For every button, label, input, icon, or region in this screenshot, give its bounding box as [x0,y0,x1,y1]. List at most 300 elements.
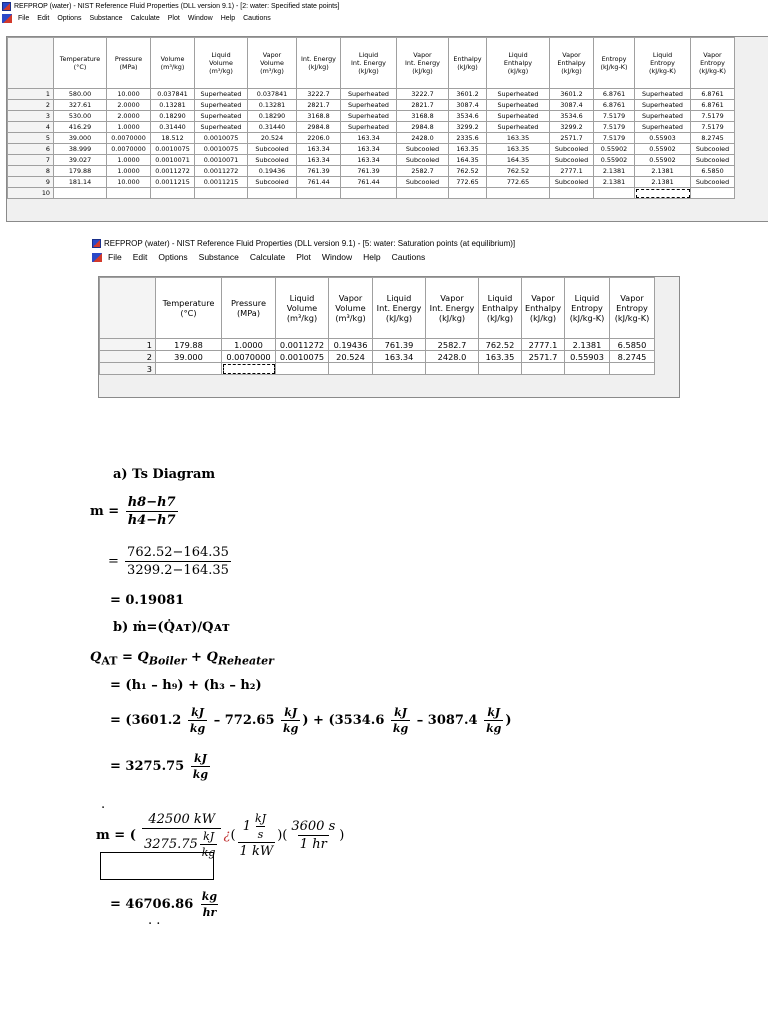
table-cell[interactable]: 2.1381 [594,166,635,177]
table-cell[interactable]: Superheated [195,122,248,133]
table-cell[interactable]: 163.34 [373,351,426,363]
table-cell[interactable]: 0.0070000 [107,133,151,144]
mass-fraction-substitution [108,545,233,578]
refprop-window-specified-points [0,0,768,226]
table-cell[interactable]: 2821.7 [397,100,449,111]
table-cell[interactable]: 3601.2 [449,89,487,100]
table-cell[interactable] [479,363,522,375]
row-number[interactable]: 9 [8,177,54,188]
menu-options[interactable]: Options [158,252,188,262]
table-cell[interactable] [373,363,426,375]
w1-column-header[interactable] [297,38,341,89]
w2-header-line: Entropy [571,302,603,313]
table-cell[interactable] [195,188,248,199]
table-cell[interactable]: 163.34 [297,155,341,166]
table-cell[interactable]: 10.000 [107,89,151,100]
table-cell[interactable]: 3299.2 [449,122,487,133]
table-cell[interactable]: 2428.0 [397,133,449,144]
unit-kj-per-kg [188,706,207,735]
table-cell[interactable]: 163.34 [341,144,397,155]
table-cell[interactable]: 2.1381 [565,339,610,351]
table-cell[interactable] [276,363,329,375]
menu-help[interactable]: Help [363,252,381,262]
table-cell[interactable]: 6.8761 [691,100,735,111]
table-cell[interactable] [522,363,565,375]
w1-header-line: Int. Energy [351,59,386,67]
table-cell[interactable] [341,188,397,199]
m-fraction [126,495,178,528]
w1-corner-cell[interactable] [8,38,54,89]
w1-header-line: Enthalpy [557,59,586,67]
kj-per-s [253,812,268,841]
row-number[interactable]: 2 [100,351,156,363]
table-cell[interactable]: 0.0010071 [151,155,195,166]
menu-help[interactable]: Help [220,14,236,22]
table-cell[interactable]: 2984.8 [297,122,341,133]
table-cell[interactable]: 3222.7 [397,89,449,100]
table-cell[interactable]: 3534.6 [449,111,487,122]
table-cell[interactable]: 3087.4 [449,100,487,111]
unit-kj-per-kg [281,706,300,735]
table-cell[interactable]: 0.037841 [151,89,195,100]
qat-result-value: = 3275.75 [110,759,185,774]
w1-header-line: Entropy [650,59,675,67]
table-cell[interactable]: 7.5179 [594,111,635,122]
menu-cautions[interactable]: Cautions [243,14,271,22]
table-cell[interactable] [449,188,487,199]
table-cell[interactable]: Superheated [635,89,691,100]
menu-plot[interactable]: Plot [296,252,311,262]
w2-column-header[interactable] [426,278,479,339]
menu-file[interactable]: File [108,252,122,262]
mdot-result-value: = 46706.86 [110,897,194,912]
w1-column-header[interactable] [151,38,195,89]
window2-menubar [90,250,680,264]
w2-header-line: Volume [335,302,366,313]
h3-value: ) + (3534.6 [302,713,385,728]
conv1-kj: kJ [254,812,267,825]
table-cell[interactable]: 181.14 [54,177,107,188]
table-cell[interactable]: Superheated [487,111,550,122]
table-cell[interactable] [487,188,550,199]
window1-titlebar[interactable] [0,0,768,12]
w1-column-header[interactable] [195,38,248,89]
conv-kj-per-s [238,812,276,859]
table-cell[interactable]: 163.34 [341,155,397,166]
row-number[interactable]: 3 [100,363,156,375]
table-cell[interactable]: Superheated [195,111,248,122]
w1-column-header[interactable] [594,38,635,89]
table-cell[interactable]: 163.35 [487,133,550,144]
table-cell[interactable]: 0.0011272 [195,166,248,177]
table-cell[interactable] [635,188,691,199]
table-cell[interactable]: 0.18290 [248,111,297,122]
table-cell[interactable]: Subcooled [397,155,449,166]
row-number[interactable]: 8 [8,166,54,177]
window2-titlebar[interactable] [90,236,680,250]
row-number[interactable]: 1 [8,89,54,100]
menu-plot[interactable]: Plot [167,14,180,22]
table-cell[interactable]: 163.35 [487,144,550,155]
table-cell[interactable]: 6.8761 [594,89,635,100]
row-number[interactable]: 10 [8,188,54,199]
close-paren: ) [505,713,512,728]
table-cell[interactable]: 0.0011272 [151,166,195,177]
table-cell[interactable]: 762.52 [479,339,522,351]
table-cell[interactable]: 530.00 [54,111,107,122]
table-cell[interactable]: Subcooled [550,155,594,166]
w2-header-line: (kJ/kg) [486,313,514,324]
w1-column-header[interactable] [54,38,107,89]
table-cell[interactable]: 0.31440 [151,122,195,133]
m-fraction-num: h8−h7 [127,495,176,510]
window2-title: REFPROP (water) - NIST Reference Fluid Properties (DLL version 9.1) - [5: water: Saturation points (at equilibrium)] [104,238,516,248]
table-cell[interactable]: Superheated [487,89,550,100]
w1-column-header[interactable] [550,38,594,89]
table-cell[interactable] [54,188,107,199]
w2-column-header[interactable] [222,278,276,339]
table-cell[interactable]: 3222.7 [297,89,341,100]
table-cell[interactable]: 0.19436 [248,166,297,177]
table-cell[interactable]: 6.5850 [610,339,655,351]
w1-column-header[interactable] [107,38,151,89]
w1-column-header[interactable] [397,38,449,89]
table-cell[interactable]: Superheated [195,89,248,100]
menu-substance[interactable]: Substance [89,14,123,22]
table-row [100,363,655,375]
w2-header-line: Liquid [386,292,412,303]
table-cell[interactable]: 0.55902 [635,144,691,155]
menu-substance[interactable]: Substance [198,252,239,262]
table-cell[interactable] [610,363,655,375]
table-cell[interactable] [397,188,449,199]
w2-column-header[interactable] [522,278,565,339]
table-cell[interactable]: 1.0000 [222,339,276,351]
table-cell[interactable]: 2582.7 [397,166,449,177]
mass-flow-equation: m = ( 42500 kW 3275.75 $\frac{kJ}{kg}$ ¿( 1 $\frac{kJ}{s}$ 1 kW )( $\frac{3600 s}{1 hr}$ ) [96,812,345,859]
w2-header-line: Int. Energy [429,302,475,313]
w2-header-line: Vapor [440,292,464,303]
row-number[interactable]: 1 [100,339,156,351]
table-cell[interactable]: 0.55902 [594,144,635,155]
window2-grid-container [98,276,680,398]
table-cell[interactable]: 164.35 [449,155,487,166]
qat-definition [90,650,274,668]
menu-cautions[interactable]: Cautions [391,252,426,262]
table-row [8,122,735,133]
w2-header-line: Liquid [289,292,315,303]
table-cell[interactable] [426,363,479,375]
table-cell[interactable]: Superheated [341,100,397,111]
table-cell[interactable]: 2777.1 [550,166,594,177]
table-cell[interactable]: Superheated [341,111,397,122]
w2-corner-cell[interactable] [100,278,156,339]
w1-header-line: Volume [160,55,185,63]
table-cell[interactable]: 8.2745 [691,133,735,144]
table-cell[interactable]: 179.88 [54,166,107,177]
table-cell[interactable]: Subcooled [248,177,297,188]
table-cell[interactable] [222,363,276,375]
table-cell[interactable]: 761.44 [341,177,397,188]
w1-header-line: Liquid [211,51,231,59]
row-number[interactable]: 4 [8,122,54,133]
table-cell[interactable]: Subcooled [691,144,735,155]
table-cell[interactable]: 772.65 [487,177,550,188]
menu-edit[interactable]: Edit [37,14,50,22]
menu-calculate[interactable]: Calculate [249,252,286,262]
table-cell[interactable]: 1.0000 [107,122,151,133]
table-cell[interactable]: 0.55902 [635,155,691,166]
menu-edit[interactable]: Edit [132,252,148,262]
table-cell[interactable]: Superheated [341,122,397,133]
table-cell[interactable] [565,363,610,375]
row-number[interactable]: 5 [8,133,54,144]
table-cell[interactable]: 762.52 [449,166,487,177]
part-a-heading: a) Ts Diagram [113,467,216,482]
table-cell[interactable]: Subcooled [248,144,297,155]
row-number[interactable]: 6 [8,144,54,155]
table-cell[interactable]: 0.18290 [151,111,195,122]
table-cell[interactable]: 0.0010075 [151,144,195,155]
table-cell[interactable]: 0.0070000 [107,144,151,155]
table-cell[interactable]: 2.1381 [594,177,635,188]
table-cell[interactable]: 7.5179 [691,122,735,133]
table-cell[interactable]: 3168.8 [397,111,449,122]
table-cell[interactable]: 0.55902 [594,155,635,166]
sub-fraction-den: 3299.2−164.35 [127,563,229,578]
table-cell[interactable]: 761.39 [373,339,426,351]
row-number[interactable]: 3 [8,111,54,122]
w1-header-line: (m³/kg) [209,67,233,75]
table-cell[interactable]: Superheated [487,100,550,111]
table-cell[interactable] [691,188,735,199]
table-cell[interactable]: 2582.7 [426,339,479,351]
w2-column-header[interactable] [610,278,655,339]
table-cell[interactable]: 2821.7 [297,100,341,111]
w2-column-header[interactable] [329,278,373,339]
table-row [8,188,735,199]
table-cell[interactable]: 163.34 [341,133,397,144]
table-cell[interactable]: Subcooled [550,177,594,188]
menu-window[interactable]: Window [187,14,213,22]
table-cell[interactable]: 1.0000 [107,155,151,166]
table-cell[interactable]: 0.31440 [248,122,297,133]
table-cell[interactable]: 20.524 [329,351,373,363]
w2-header-line: Entropy [616,302,648,313]
table-cell[interactable]: 580.00 [54,89,107,100]
row-number[interactable]: 7 [8,155,54,166]
table-cell[interactable]: 6.5850 [691,166,735,177]
table-cell[interactable]: 761.39 [297,166,341,177]
w1-column-header[interactable] [691,38,735,89]
w2-header-line: Vapor [620,292,644,303]
table-cell[interactable]: 0.0011215 [195,177,248,188]
mdot-den-value: 3275.75 [144,837,198,852]
table-cell[interactable]: 39.000 [54,133,107,144]
table-cell[interactable]: 416.29 [54,122,107,133]
table-cell[interactable]: 3601.2 [550,89,594,100]
table-cell[interactable]: 0.19436 [329,339,373,351]
table-cell[interactable]: 0.0070000 [222,351,276,363]
table-cell[interactable]: 761.39 [341,166,397,177]
table-cell[interactable]: 2206.0 [297,133,341,144]
reheater-sub: Reheater [217,654,274,668]
table-cell[interactable]: Subcooled [691,155,735,166]
table-cell[interactable]: 20.524 [248,133,297,144]
state-points-table [7,37,735,199]
row-number[interactable]: 2 [8,100,54,111]
table-cell[interactable]: 772.65 [449,177,487,188]
menu-file[interactable]: File [18,14,30,22]
w2-header-line: (kJ/kg) [438,313,466,324]
table-cell[interactable]: 6.8761 [594,100,635,111]
table-cell[interactable]: 164.35 [487,155,550,166]
table-cell[interactable]: 0.0010075 [276,351,329,363]
table-cell[interactable]: 761.44 [297,177,341,188]
table-cell[interactable]: 0.0010075 [195,144,248,155]
table-cell[interactable] [248,188,297,199]
unit-kj: kJ [487,706,501,719]
boiler-sub: Boiler [148,654,187,668]
table-cell[interactable]: 762.52 [487,166,550,177]
table-cell[interactable] [107,188,151,199]
w1-column-header[interactable] [449,38,487,89]
w1-header-line: (kJ/kg) [412,67,433,75]
table-cell[interactable]: 3168.8 [297,111,341,122]
table-cell[interactable]: Superheated [635,100,691,111]
table-cell[interactable]: 7.5179 [594,122,635,133]
table-cell[interactable] [329,363,373,375]
table-cell[interactable]: Subcooled [691,177,735,188]
table-cell[interactable]: Superheated [195,100,248,111]
table-cell[interactable] [151,188,195,199]
table-cell[interactable]: 2.0000 [107,111,151,122]
table-cell[interactable]: Superheated [341,89,397,100]
table-cell[interactable]: 2428.0 [426,351,479,363]
w1-column-header[interactable] [487,38,550,89]
table-cell[interactable]: 6.8761 [691,89,735,100]
table-cell[interactable]: 7.5179 [691,111,735,122]
sub-fraction-num: 762.52−164.35 [127,545,229,560]
table-cell[interactable]: 1.0000 [107,166,151,177]
w1-header-line: Volume [260,59,284,67]
table-cell[interactable]: 2777.1 [522,339,565,351]
mdi-child-icon[interactable] [92,253,102,262]
table-row [8,111,735,122]
table-cell[interactable]: 0.0011215 [151,177,195,188]
unit-kg: kg [283,722,299,735]
w2-column-header[interactable] [373,278,426,339]
menu-options[interactable]: Options [57,14,82,22]
table-cell[interactable]: Subcooled [248,155,297,166]
unit-kg: kg [486,722,502,735]
table-cell[interactable]: 2571.7 [550,133,594,144]
table-cell[interactable]: 0.0011272 [276,339,329,351]
table-cell[interactable]: 3087.4 [550,100,594,111]
table-cell[interactable]: 7.5179 [594,133,635,144]
table-cell[interactable]: 2335.6 [449,133,487,144]
table-cell[interactable]: Subcooled [397,144,449,155]
table-cell[interactable]: 8.2745 [610,351,655,363]
menu-window[interactable]: Window [321,252,353,262]
w2-column-header[interactable] [156,278,222,339]
conv2-den: 1 hr [299,837,327,852]
table-cell[interactable]: 2984.8 [397,122,449,133]
table-cell[interactable]: 39.027 [54,155,107,166]
refprop-app-icon [92,239,101,248]
table-cell[interactable]: 39.000 [156,351,222,363]
table-cell[interactable]: 163.35 [449,144,487,155]
q-reheater-symbol: + Q [186,650,218,665]
table-cell[interactable] [550,188,594,199]
table-cell[interactable]: 3299.2 [550,122,594,133]
table-cell[interactable]: Superheated [635,122,691,133]
unit-kg: kg [189,722,206,735]
mdi-child-icon[interactable] [2,14,12,23]
w2-header-line: (kJ/kg-K) [614,313,650,324]
table-cell[interactable]: Subcooled [550,144,594,155]
m-fraction-den: h4−h7 [127,513,176,528]
table-cell[interactable]: 0.55903 [565,351,610,363]
table-cell[interactable]: 327.61 [54,100,107,111]
unit-kj-per-kg [191,752,210,781]
table-row [8,133,735,144]
table-cell[interactable]: Superheated [635,111,691,122]
table-cell[interactable]: Superheated [487,122,550,133]
w2-header-line: Enthalpy [524,302,562,313]
w1-header-line: (m³/kg) [260,67,284,75]
sub-fraction [125,545,231,578]
table-row [100,339,655,351]
w1-header-line: (kJ/kg) [308,63,329,71]
table-cell[interactable]: 10.000 [107,177,151,188]
table-cell[interactable]: 3534.6 [550,111,594,122]
w1-column-header[interactable] [341,38,397,89]
w2-header-line: Liquid [574,292,600,303]
table-cell[interactable]: 179.88 [156,339,222,351]
table-cell[interactable] [156,363,222,375]
table-cell[interactable]: 163.34 [297,144,341,155]
table-cell[interactable]: 0.0010075 [195,133,248,144]
table-cell[interactable]: 2.0000 [107,100,151,111]
w2-column-header[interactable] [565,278,610,339]
table-cell[interactable]: 38.999 [54,144,107,155]
table-cell[interactable]: 2571.7 [522,351,565,363]
table-cell[interactable]: 163.35 [479,351,522,363]
table-cell[interactable]: 2.1381 [635,177,691,188]
menu-calculate[interactable]: Calculate [130,14,160,22]
w1-column-header[interactable] [635,38,691,89]
w2-column-header[interactable] [276,278,329,339]
w1-header-line: Volume [209,59,233,67]
table-cell[interactable]: Subcooled [397,177,449,188]
table-cell[interactable] [297,188,341,199]
table-cell[interactable]: 0.037841 [248,89,297,100]
w1-header-line: Int. Energy [405,59,440,67]
table-cell[interactable]: 0.0010071 [195,155,248,166]
table-cell[interactable]: 2.1381 [635,166,691,177]
table-cell[interactable]: 0.13281 [151,100,195,111]
w2-column-header[interactable] [479,278,522,339]
w1-column-header[interactable] [248,38,297,89]
part-b-heading: b) ṁ=(Q̇ᴀᴛ)/Qᴀᴛ [113,620,230,635]
saturation-points-table [99,277,655,375]
window1-grid-container [6,36,768,222]
table-cell[interactable]: 18.512 [151,133,195,144]
table-cell[interactable]: 0.13281 [248,100,297,111]
table-cell[interactable] [594,188,635,199]
table-cell[interactable]: 0.55903 [635,133,691,144]
